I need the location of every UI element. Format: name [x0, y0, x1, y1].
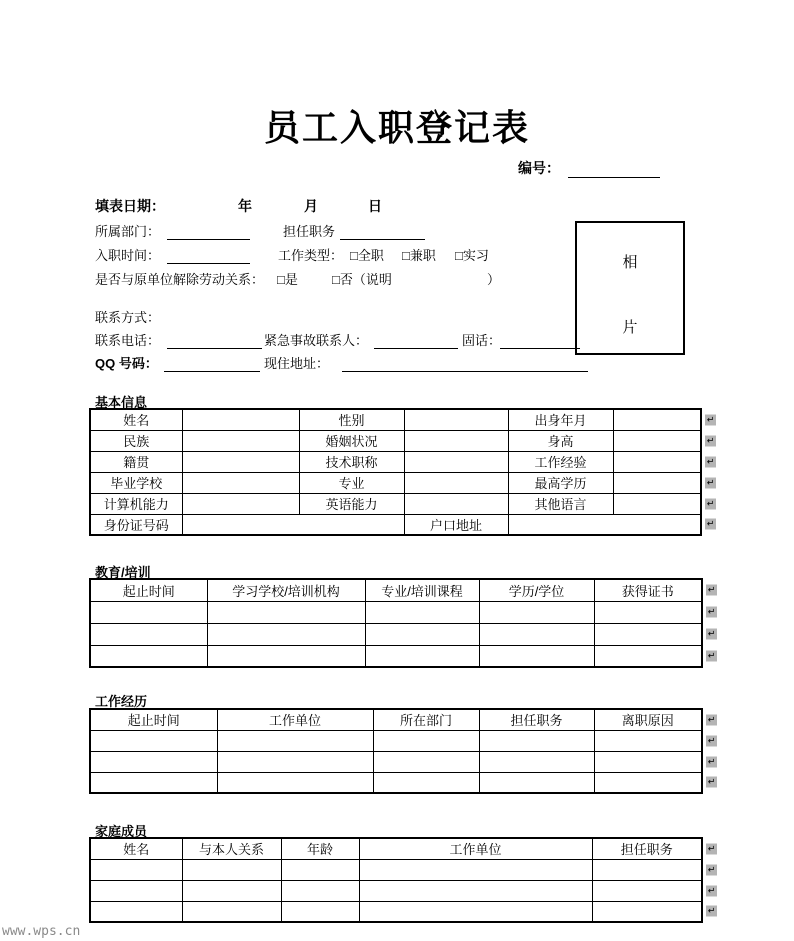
- input-cell[interactable]: [404, 493, 508, 514]
- input-cell[interactable]: [594, 730, 716, 751]
- input-cell[interactable]: [613, 430, 715, 451]
- page-title: 员工入职登记表: [263, 107, 530, 148]
- row-end-mark-icon: ↵: [706, 518, 715, 529]
- field-label-cell: 毕业学校: [90, 472, 182, 493]
- qq-label: QQ 号码：: [95, 356, 158, 371]
- day-label: 日: [368, 198, 382, 214]
- input-cell[interactable]: [404, 472, 508, 493]
- table-row: [90, 472, 701, 493]
- input-cell[interactable]: [281, 859, 359, 880]
- row-end-mark-icon: ↵: [707, 843, 716, 854]
- row-end-mark-icon: ↵: [707, 776, 716, 787]
- input-cell[interactable]: [90, 645, 207, 667]
- phone-label: 联系电话：: [95, 333, 161, 348]
- input-cell[interactable]: [217, 751, 373, 772]
- input-cell[interactable]: [182, 409, 299, 430]
- input-cell[interactable]: [613, 409, 715, 430]
- field-label-cell: 与本人关系: [182, 838, 281, 859]
- row-end-mark-icon: ↵: [707, 584, 716, 595]
- section-title-family-members: 家庭成员: [95, 824, 148, 839]
- input-cell[interactable]: [182, 859, 281, 880]
- work-history-table: [89, 708, 716, 794]
- table-row: [90, 430, 701, 451]
- row-end-mark-icon: ↵: [707, 905, 716, 916]
- input-cell[interactable]: [594, 645, 716, 667]
- section-work-history: [89, 691, 716, 794]
- emergency-contact-label: 紧急事故联系人：: [264, 333, 369, 348]
- row-end-mark-icon: ↵: [706, 414, 715, 425]
- table-row: [90, 709, 702, 730]
- input-cell[interactable]: [479, 601, 594, 623]
- field-label-cell: 学历/学位: [479, 579, 594, 601]
- contact-header-label: 联系方式：: [95, 310, 161, 325]
- checkbox-fulltime[interactable]: □全职: [350, 248, 384, 263]
- input-cell[interactable]: [359, 880, 592, 901]
- field-label-cell: 技术职称: [299, 451, 404, 472]
- field-label-cell: 英语能力: [299, 493, 404, 514]
- field-label-cell: 身份证号码: [90, 514, 182, 535]
- table-row: [90, 772, 702, 793]
- work-type-label: 工作类型：: [278, 248, 344, 263]
- input-cell[interactable]: [90, 751, 217, 772]
- field-label-cell: 其他语言: [508, 493, 613, 514]
- post-label: 担任职务: [283, 224, 336, 239]
- field-label-cell: 工作单位: [217, 709, 373, 730]
- field-label-cell: 婚姻状况: [299, 430, 404, 451]
- input-cell[interactable]: [182, 451, 299, 472]
- serial-blank-line[interactable]: [568, 160, 660, 178]
- year-label: 年: [238, 198, 252, 214]
- fill-date-label: 填表日期：: [95, 198, 165, 214]
- input-cell[interactable]: [592, 859, 716, 880]
- input-cell[interactable]: [373, 751, 479, 772]
- input-cell[interactable]: [479, 623, 594, 645]
- section-title-work-history: 工作经历: [95, 694, 148, 709]
- input-cell[interactable]: [479, 645, 594, 667]
- field-label-cell: 担任职务: [479, 709, 594, 730]
- table-row: [90, 623, 702, 645]
- qq-blank-line[interactable]: [164, 354, 260, 372]
- field-label-cell: 起止时间: [90, 579, 207, 601]
- checkbox-no-note[interactable]: □否（说明: [332, 272, 392, 287]
- input-cell[interactable]: [90, 901, 182, 922]
- post-blank-line[interactable]: [340, 222, 425, 240]
- input-cell[interactable]: [207, 601, 365, 623]
- field-label-cell: 学习学校/培训机构: [207, 579, 365, 601]
- input-cell[interactable]: [479, 772, 594, 793]
- input-cell[interactable]: [613, 493, 715, 514]
- row-end-mark-icon: ↵: [707, 735, 716, 745]
- join-time-label: 入职时间：: [95, 248, 161, 263]
- field-label-cell: 身高: [508, 430, 613, 451]
- row-end-mark-icon: ↵: [706, 498, 715, 508]
- input-cell[interactable]: [592, 901, 716, 922]
- field-label-cell: 性别: [299, 409, 404, 430]
- input-cell[interactable]: [592, 880, 716, 901]
- table-row: [90, 645, 702, 667]
- department-label: 所属部门：: [95, 224, 161, 239]
- field-label-cell: 户口地址: [404, 514, 508, 535]
- field-label-cell: 获得证书 ↵: [594, 579, 702, 601]
- table-row: [90, 514, 701, 535]
- labor-relation-label: 是否与原单位解除劳动关系：: [95, 272, 265, 287]
- join-time-blank-line[interactable]: [167, 246, 250, 264]
- field-label-cell: 最高学历: [508, 472, 613, 493]
- table-row: [90, 880, 702, 901]
- section-basic-info: [89, 392, 715, 536]
- education-table: [89, 578, 716, 668]
- input-cell[interactable]: [90, 730, 217, 751]
- input-cell[interactable]: [613, 451, 715, 472]
- input-cell[interactable]: [90, 623, 207, 645]
- table-row: [90, 838, 702, 859]
- table-row: [90, 730, 702, 751]
- table-row: [90, 751, 702, 772]
- month-label: 月: [304, 198, 318, 214]
- input-cell[interactable]: [373, 730, 479, 751]
- photo-box: [575, 221, 685, 355]
- input-cell[interactable]: [613, 472, 715, 493]
- table-row: [90, 859, 702, 880]
- department-blank-line[interactable]: [167, 222, 250, 240]
- input-cell[interactable]: [207, 623, 365, 645]
- section-title-basic-info: 基本信息: [95, 395, 148, 410]
- field-label-cell: 姓名: [90, 838, 182, 859]
- input-cell[interactable]: [182, 430, 299, 451]
- field-label-cell: 担任职务 ↵: [592, 838, 702, 859]
- input-cell[interactable]: [359, 901, 592, 922]
- input-cell[interactable]: [594, 623, 716, 645]
- row-end-mark-icon: ↵: [706, 456, 715, 466]
- field-label-cell: 工作单位: [359, 838, 592, 859]
- input-cell[interactable]: [508, 514, 715, 535]
- input-cell[interactable]: [182, 514, 404, 535]
- input-cell[interactable]: [90, 859, 182, 880]
- input-cell[interactable]: [217, 772, 373, 793]
- input-cell[interactable]: [365, 601, 479, 623]
- field-label-cell: 专业: [299, 472, 404, 493]
- row-end-mark-icon: ↵: [707, 714, 716, 725]
- photo-char-1: 相: [622, 254, 638, 271]
- address-blank-line[interactable]: [342, 354, 588, 372]
- input-cell[interactable]: [217, 730, 373, 751]
- table-row: [90, 901, 702, 922]
- field-label-cell: 民族: [90, 430, 182, 451]
- input-cell[interactable]: [594, 601, 716, 623]
- input-cell[interactable]: [404, 409, 508, 430]
- field-label-cell: 工作经验: [508, 451, 613, 472]
- section-education: [89, 562, 716, 668]
- input-cell[interactable]: [479, 751, 594, 772]
- field-label-cell: 计算机能力: [90, 493, 182, 514]
- field-label-cell: 所在部门: [373, 709, 479, 730]
- section-title-education: 教育/培训: [95, 565, 151, 580]
- landline-blank-line[interactable]: [500, 331, 580, 349]
- input-cell[interactable]: [404, 451, 508, 472]
- table-row: [90, 451, 701, 472]
- section-family-members: [89, 821, 716, 923]
- input-cell[interactable]: [90, 601, 207, 623]
- row-end-mark-icon: ↵: [707, 864, 716, 874]
- family-members-table: [89, 837, 716, 923]
- input-cell[interactable]: [594, 751, 716, 772]
- input-cell[interactable]: [404, 430, 508, 451]
- input-cell[interactable]: [182, 493, 299, 514]
- input-cell[interactable]: [90, 772, 217, 793]
- row-end-mark-icon: ↵: [706, 477, 715, 487]
- input-cell[interactable]: [359, 859, 592, 880]
- basic-info-table: [89, 408, 715, 536]
- serial-label: 编号：: [518, 160, 560, 176]
- input-cell[interactable]: [479, 730, 594, 751]
- phone-blank-line[interactable]: [167, 331, 262, 349]
- input-cell[interactable]: [281, 901, 359, 922]
- row-end-mark-icon: ↵: [707, 628, 716, 639]
- checkbox-intern[interactable]: □实习: [455, 248, 489, 263]
- field-label-cell: 籍贯: [90, 451, 182, 472]
- landline-label: 固话：: [462, 333, 502, 348]
- input-cell[interactable]: [182, 901, 281, 922]
- field-label-cell: 姓名: [90, 409, 182, 430]
- input-cell[interactable]: [594, 772, 716, 793]
- input-cell[interactable]: [365, 645, 479, 667]
- table-row: [90, 601, 702, 623]
- table-row: [90, 493, 701, 514]
- input-cell[interactable]: [373, 772, 479, 793]
- field-label-cell: 起止时间: [90, 709, 217, 730]
- input-cell[interactable]: [182, 472, 299, 493]
- emergency-blank-line[interactable]: [374, 331, 458, 349]
- field-label-cell: 离职原因 ↵: [594, 709, 702, 730]
- checkbox-yes[interactable]: □是: [277, 272, 298, 287]
- row-end-mark-icon: ↵: [707, 756, 716, 766]
- row-end-mark-icon: ↵: [707, 650, 716, 661]
- input-cell[interactable]: [90, 880, 182, 901]
- table-row: [90, 409, 701, 430]
- input-cell[interactable]: [281, 880, 359, 901]
- field-label-cell: 专业/培训课程: [365, 579, 479, 601]
- table-row: [90, 579, 702, 601]
- checkbox-parttime[interactable]: □兼职: [402, 248, 436, 263]
- field-label-cell: 出身年月: [508, 409, 613, 430]
- row-end-mark-icon: ↵: [706, 435, 715, 445]
- row-end-mark-icon: ↵: [707, 885, 716, 895]
- close-paren: ）: [487, 272, 501, 287]
- photo-char-2: 片: [622, 319, 638, 336]
- wps-watermark: www.wps.cn: [2, 924, 81, 939]
- row-end-mark-icon: ↵: [707, 606, 716, 617]
- input-cell[interactable]: [365, 623, 479, 645]
- address-label: 现住地址：: [264, 356, 330, 371]
- input-cell[interactable]: [182, 880, 281, 901]
- input-cell[interactable]: [207, 645, 365, 667]
- field-label-cell: 年龄: [281, 838, 359, 859]
